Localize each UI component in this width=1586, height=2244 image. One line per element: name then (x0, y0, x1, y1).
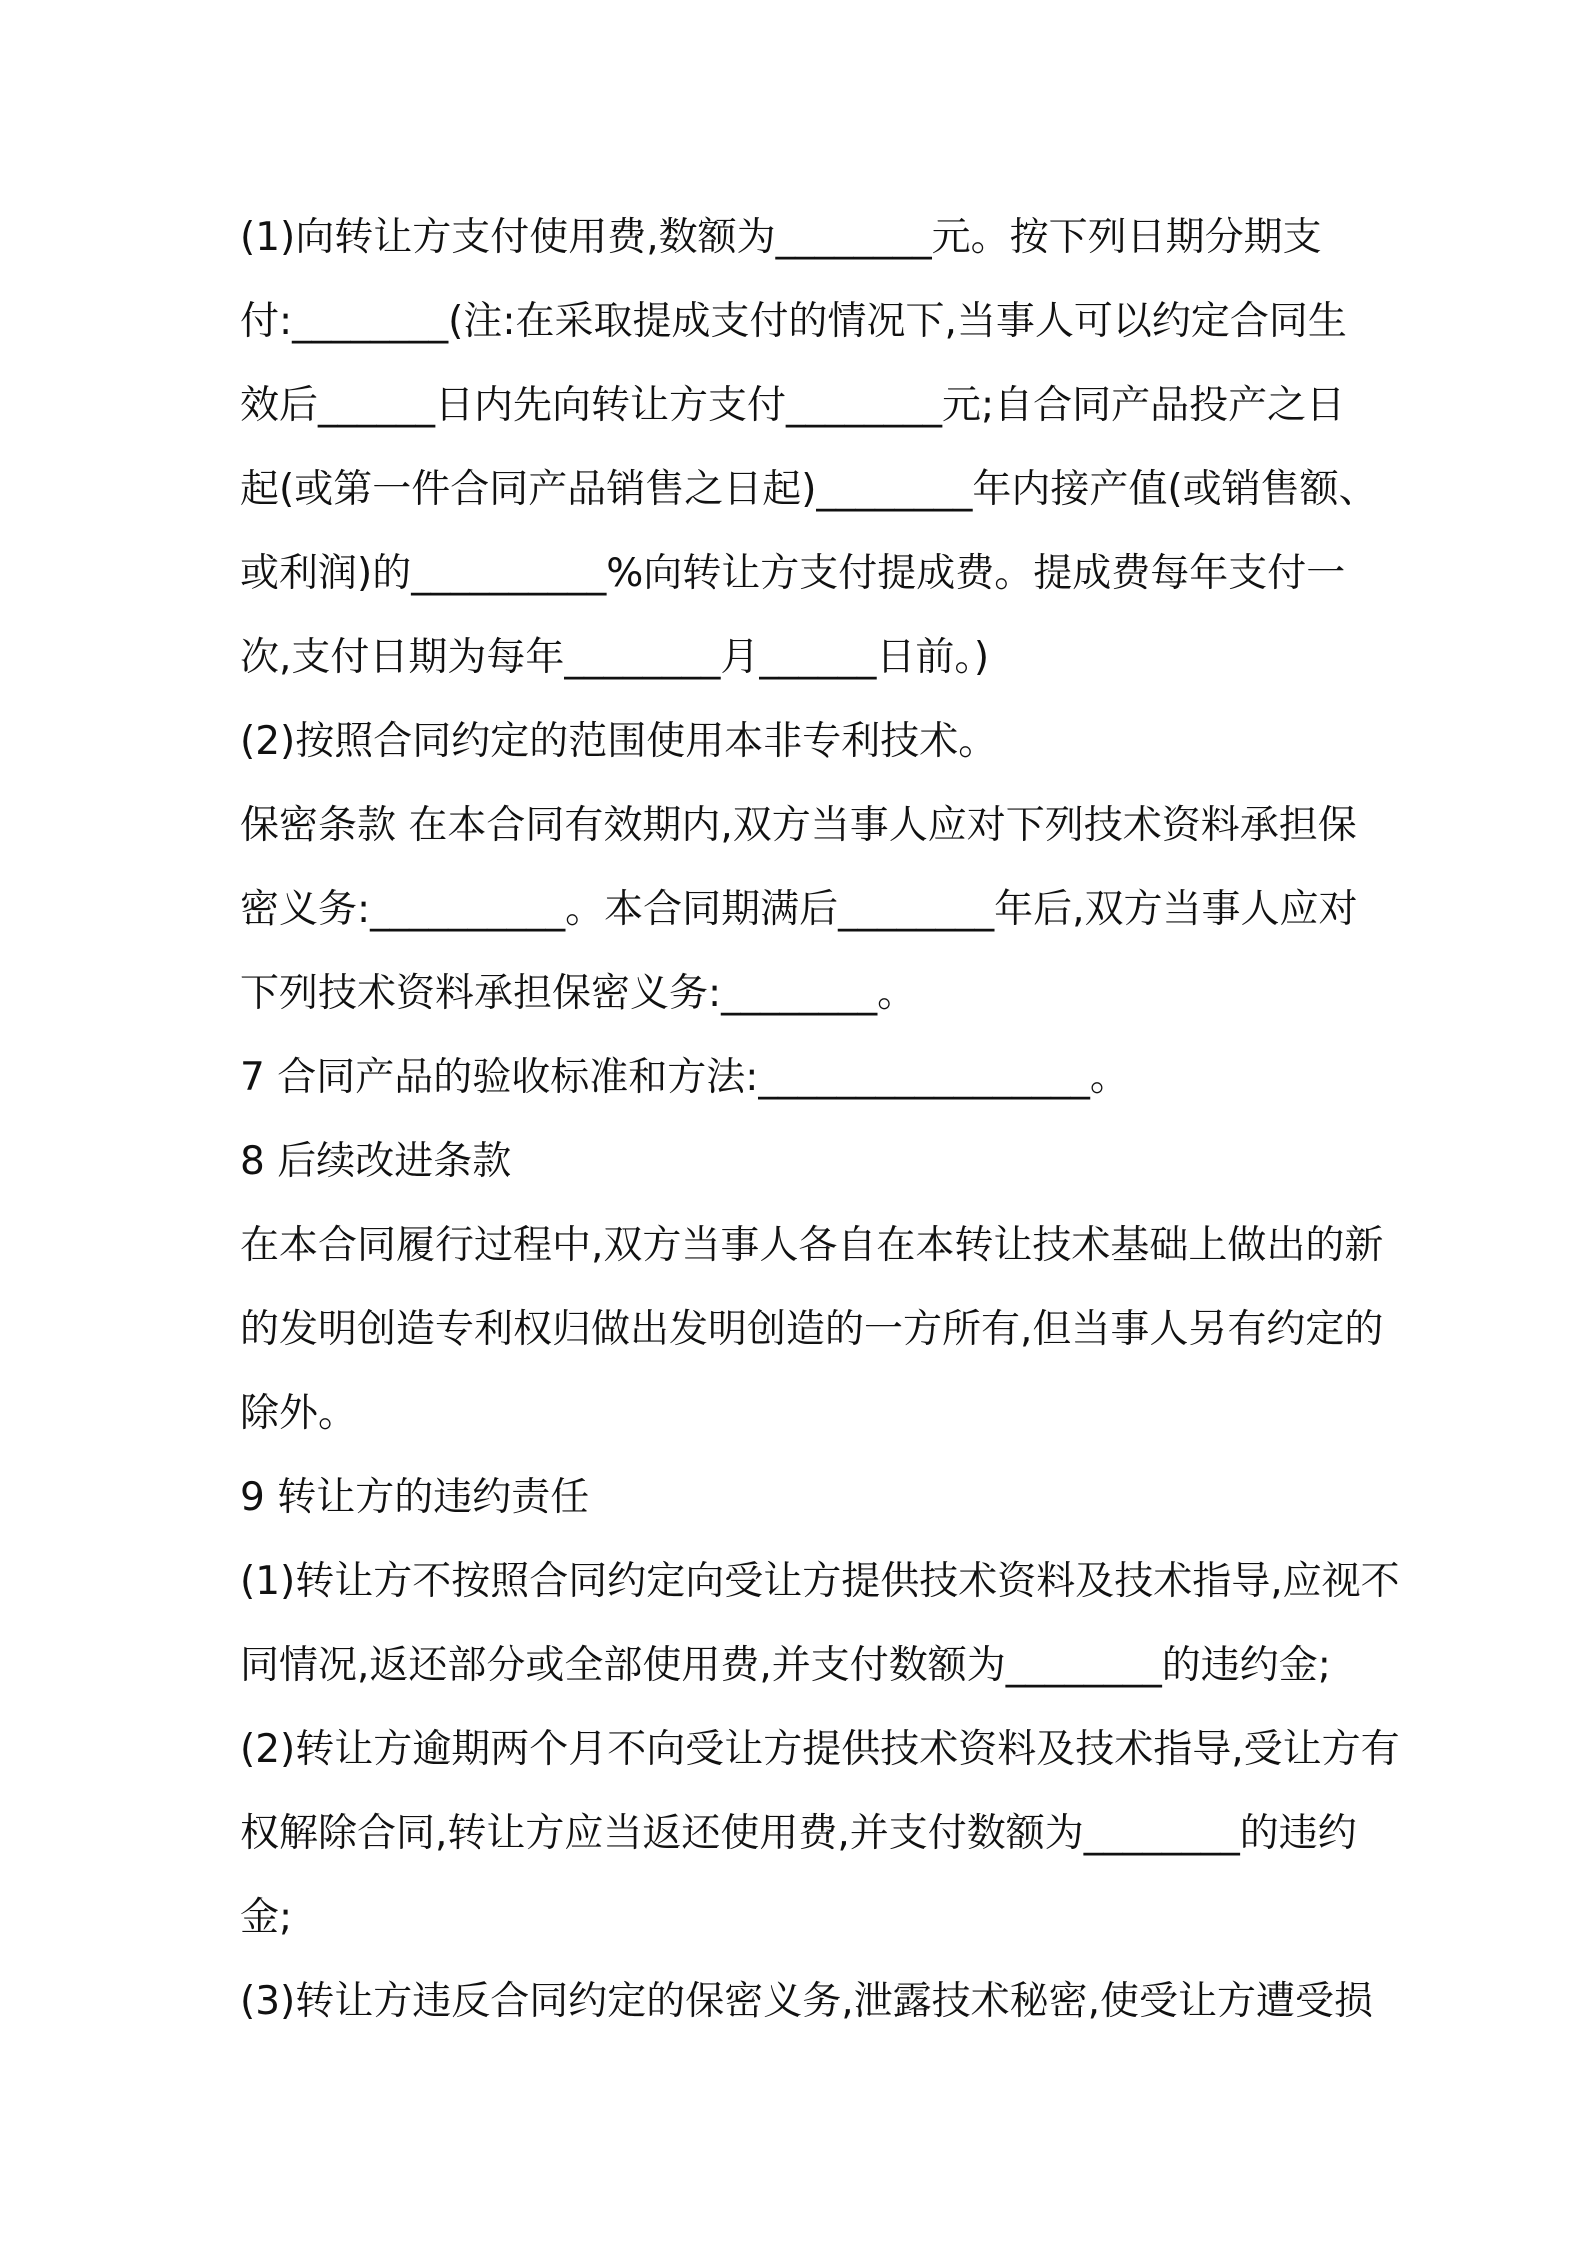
text-line: (2)按照合同约定的范围使用本非专利技术。 (240, 719, 998, 764)
text-line: 密义务:__________。本合同期满后________年后,双方当事人应对 (240, 887, 1358, 932)
text-line: (1)转让方不按照合同约定向受让方提供技术资料及技术指导,应视不 (240, 1559, 1400, 1604)
text-line: (3)转让方违反合同约定的保密义务,泄露技术秘密,使受让方遭受损 (240, 1979, 1374, 2024)
text-line: 效后______日内先向转让方支付________元;自合同产品投产之日 (240, 383, 1346, 428)
text-line: 起(或第一件合同产品销售之日起)________年内接产值(或销售额、 (240, 467, 1378, 512)
text-line: (1)向转让方支付使用费,数额为________元。按下列日期分期支 (240, 215, 1322, 260)
text-line: 下列技术资料承担保密义务:________。 (240, 971, 917, 1016)
section-heading-7: 7 合同产品的验收标准和方法:_________________。 (240, 1055, 1129, 1100)
text-line: 保密条款 在本合同有效期内,双方当事人应对下列技术资料承担保 (240, 803, 1357, 848)
document-body (240, 196, 1400, 2044)
text-line: 的发明创造专利权归做出发明创造的一方所有,但当事人另有约定的 (240, 1307, 1384, 1352)
text-line: 除外。 (240, 1391, 358, 1436)
text-line: 在本合同履行过程中,双方当事人各自在本转让技术基础上做出的新 (240, 1223, 1384, 1268)
text-line: 付:________(注:在采取提成支付的情况下,当事人可以约定合同生 (240, 299, 1347, 344)
text-line: 次,支付日期为每年________月______日前。) (240, 635, 990, 680)
section-heading-9: 9 转让方的违约责任 (240, 1475, 590, 1520)
text-line: 权解除合同,转让方应当返还使用费,并支付数额为________的违约 (240, 1811, 1357, 1856)
text-line: 金; (240, 1895, 293, 1940)
text-line: (2)转让方逾期两个月不向受让方提供技术资料及技术指导,受让方有 (240, 1727, 1400, 1772)
text-line: 同情况,返还部分或全部使用费,并支付数额为________的违约金; (240, 1643, 1331, 1688)
text-line: 或利润)的__________%向转让方支付提成费。提成费每年支付一 (240, 551, 1346, 596)
section-heading-8: 8 后续改进条款 (240, 1139, 512, 1184)
